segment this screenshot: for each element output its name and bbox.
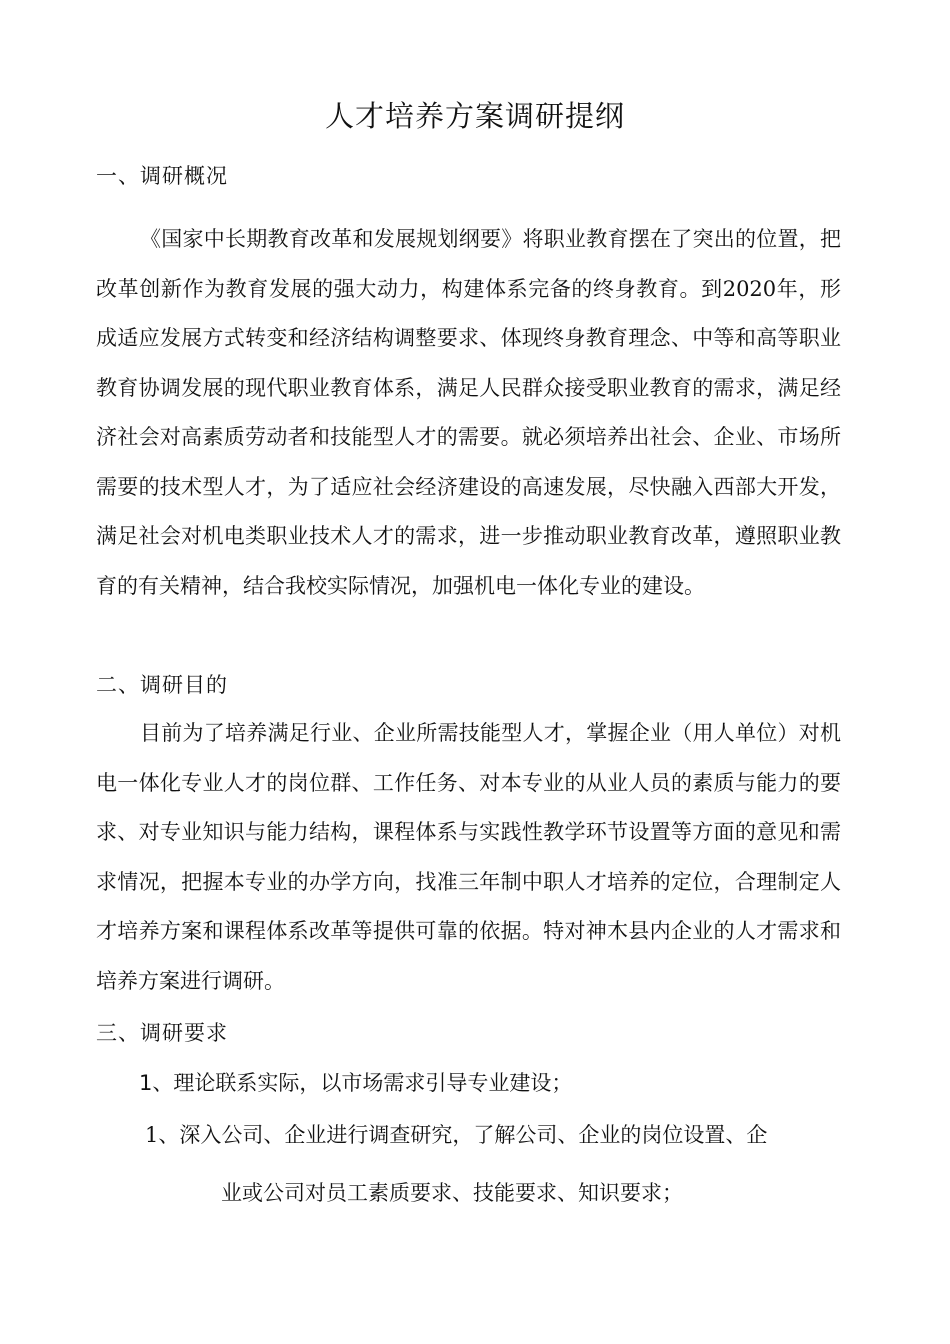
requirement-item-2-continued: 业或公司对员工素质要求、技能要求、知识要求； xyxy=(221,1181,683,1205)
requirement-item-2: 1、深入公司、企业进行调查研究，了解公司、企业的岗位设置、企 xyxy=(145,1123,768,1147)
requirement-item-1: 1、理论联系实际，以市场需求引导专业建设； xyxy=(139,1071,573,1095)
document-title: 人才培养方案调研提纲 xyxy=(324,99,625,133)
section-heading-requirements: 三、调研要求 xyxy=(96,1021,228,1045)
section-paragraph-purpose: 目前为了培养满足行业、企业所需技能型人才，掌握企业（用人单位）对机电一体化专业人才的岗位群、工作任务、对本专业的从业人员的素质与能力的要求、对专业知识与能力结构，课程体系与实践性教学环节设置等方面的意见和需求情况，把握本专业的办学方向，找准三年制中职人才培养的定位，合理制定人才培养方案和课程体系改革等提供可靠的依据。特对神木县内企业的人才需求和培养方案进行调研。 xyxy=(96,721,841,993)
section-heading-overview: 一、调研概况 xyxy=(96,164,228,188)
section-paragraph-overview: 《国家中长期教育改革和发展规划纲要》将职业教育摆在了突出的位置，把改革创新作为教育发展的强大动力，构建体系完备的终身教育。到2020年，形成适应发展方式转变和经济结构调整要求、体现终身教育理念、中等和高等职业教育协调发展的现代职业教育体系，满足人民群众接受职业教育的需求，满足经济社会对高素质劳动者和技能型人才的需要。就必须培养出社会、企业、市场所需要的技术型人才，为了适应社会经济建设的高速发展，尽快融入西部大开发，满足社会对机电类职业技术人才的需求，进一步推动职业教育改革，遵照职业教育的有关精神，结合我校实际情况，加强机电一体化专业的建设。 xyxy=(96,227,841,598)
section-heading-purpose: 二、调研目的 xyxy=(96,673,228,697)
